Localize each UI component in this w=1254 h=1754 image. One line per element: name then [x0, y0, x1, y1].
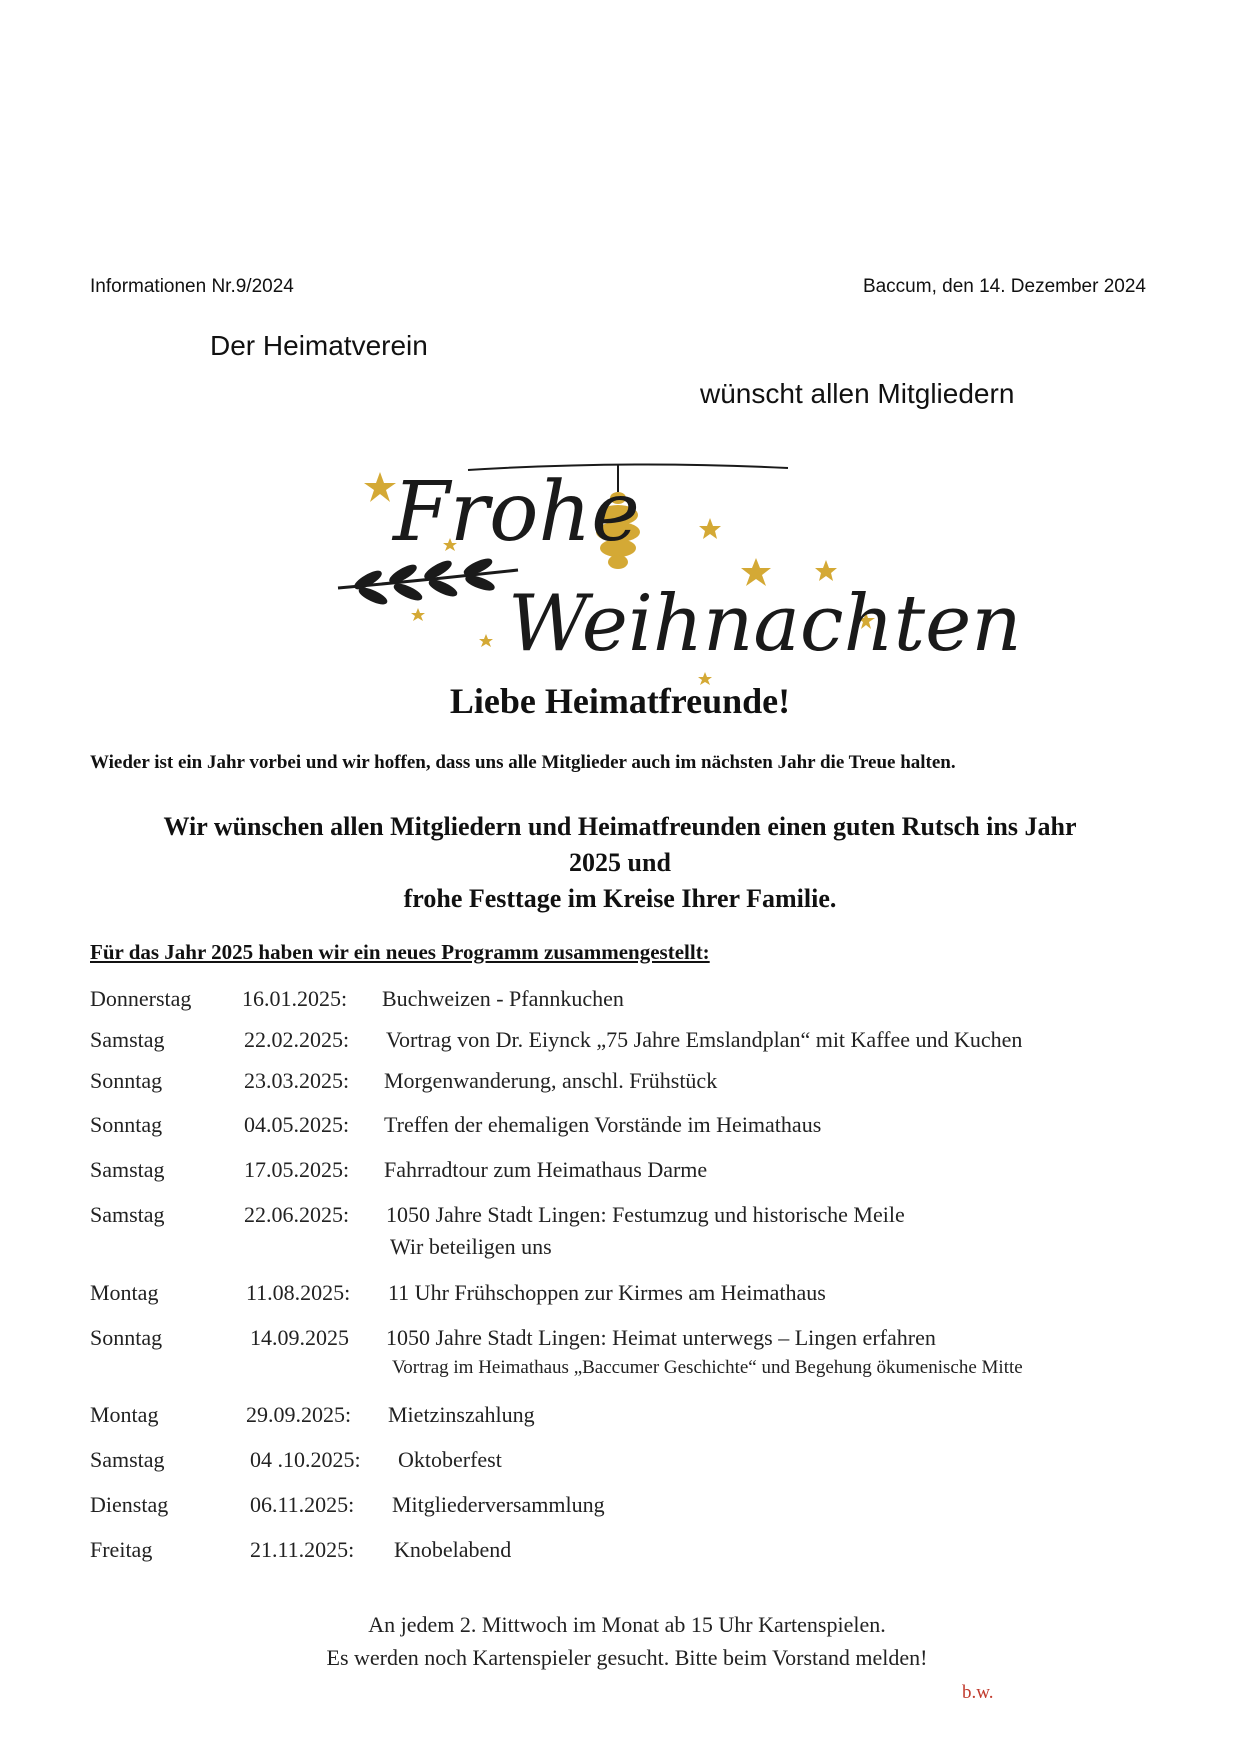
- event-description: Treffen der ehemaligen Vorstände im Heimathaus: [384, 1112, 822, 1137]
- event-description: Knobelabend: [394, 1537, 512, 1562]
- event-description: 1050 Jahre Stadt Lingen: Heimat unterwegs – Lingen erfahren: [386, 1325, 936, 1350]
- event-date: 22.02.2025:: [244, 1027, 350, 1052]
- turnover-note: b.w.: [962, 1682, 994, 1703]
- event-date: 04 .10.2025:: [250, 1447, 361, 1472]
- footer-line-1: An jedem 2. Mittwoch im Monat ab 15 Uhr Kartenspielen.: [368, 1612, 886, 1637]
- event-description: Buchweizen - Pfannkuchen: [382, 986, 624, 1011]
- program-heading: Für das Jahr 2025 haben wir ein neues Programm zusammengestellt:: [90, 940, 710, 964]
- event-subline: Wir beteiligen uns: [390, 1234, 552, 1259]
- event-day: Samstag: [90, 1157, 165, 1182]
- event-subline: Vortrag im Heimathaus „Baccumer Geschichte“ und Begehung ökumenische Mitte: [392, 1357, 1023, 1378]
- event-day: Montag: [90, 1402, 159, 1427]
- branch-icon: [338, 557, 518, 605]
- logo-text-weihnachten: Weihnachten: [508, 579, 1022, 669]
- wish-line-2: 2025 und: [569, 848, 671, 877]
- wish-line-1: Wir wünschen allen Mitgliedern und Heimatfreunden einen guten Rutsch ins Jahr: [163, 812, 1077, 841]
- place-date: Baccum, den 14. Dezember 2024: [862, 276, 1146, 297]
- event-description: Mietzinszahlung: [388, 1402, 535, 1427]
- event-date: 22.06.2025:: [244, 1202, 350, 1227]
- event-date: 17.05.2025:: [244, 1157, 350, 1182]
- event-description: Fahrradtour zum Heimathaus Darme: [384, 1157, 708, 1182]
- event-date: 23.03.2025:: [244, 1068, 350, 1093]
- event-date: 16.01.2025:: [242, 986, 348, 1011]
- frohe-weihnachten-logo: [318, 420, 1022, 720]
- event-day: Dienstag: [90, 1492, 169, 1517]
- event-description: 11 Uhr Frühschoppen zur Kirmes am Heimathaus: [388, 1280, 826, 1305]
- event-day: Sonntag: [90, 1068, 163, 1093]
- verein-line: Der Heimatverein: [210, 330, 428, 361]
- greeting-heading: Liebe Heimatfreunde!: [449, 681, 791, 721]
- event-day: Freitag: [90, 1537, 153, 1562]
- event-day: Montag: [90, 1280, 159, 1305]
- event-day: Samstag: [90, 1202, 165, 1227]
- intro-text: Wieder ist ein Jahr vorbei und wir hoffen, dass uns alle Mitglieder auch im nächsten Jahr die Treue halten.: [90, 752, 956, 773]
- event-day: Donnerstag: [90, 986, 192, 1011]
- event-description: Mitgliederversammlung: [392, 1492, 605, 1517]
- info-number: Informationen Nr.9/2024: [90, 276, 294, 297]
- wish-line-3: frohe Festtage im Kreise Ihrer Familie.: [403, 884, 837, 913]
- event-day: Sonntag: [90, 1112, 163, 1137]
- event-day: Sonntag: [90, 1325, 163, 1350]
- footer-line-2: Es werden noch Kartenspieler gesucht. Bitte beim Vorstand melden!: [326, 1645, 928, 1670]
- logo-text-frohe: Frohe: [393, 465, 640, 560]
- event-day: Samstag: [90, 1027, 165, 1052]
- event-description: 1050 Jahre Stadt Lingen: Festumzug und historische Meile: [386, 1202, 905, 1227]
- event-date: 11.08.2025:: [246, 1280, 351, 1305]
- event-date: 21.11.2025:: [250, 1537, 355, 1562]
- event-day: Samstag: [90, 1447, 165, 1472]
- event-description: Oktoberfest: [398, 1447, 502, 1472]
- event-description: Vortrag von Dr. Eiynck „75 Jahre Emslandplan“ mit Kaffee und Kuchen: [386, 1027, 1023, 1052]
- event-date: 04.05.2025:: [244, 1112, 350, 1137]
- wishes-line: wünscht allen Mitgliedern: [700, 378, 1015, 409]
- event-date: 29.09.2025:: [246, 1402, 352, 1427]
- event-date: 06.11.2025:: [250, 1492, 355, 1517]
- event-date: 14.09.2025: [250, 1325, 349, 1350]
- event-description: Morgenwanderung, anschl. Frühstück: [384, 1068, 718, 1093]
